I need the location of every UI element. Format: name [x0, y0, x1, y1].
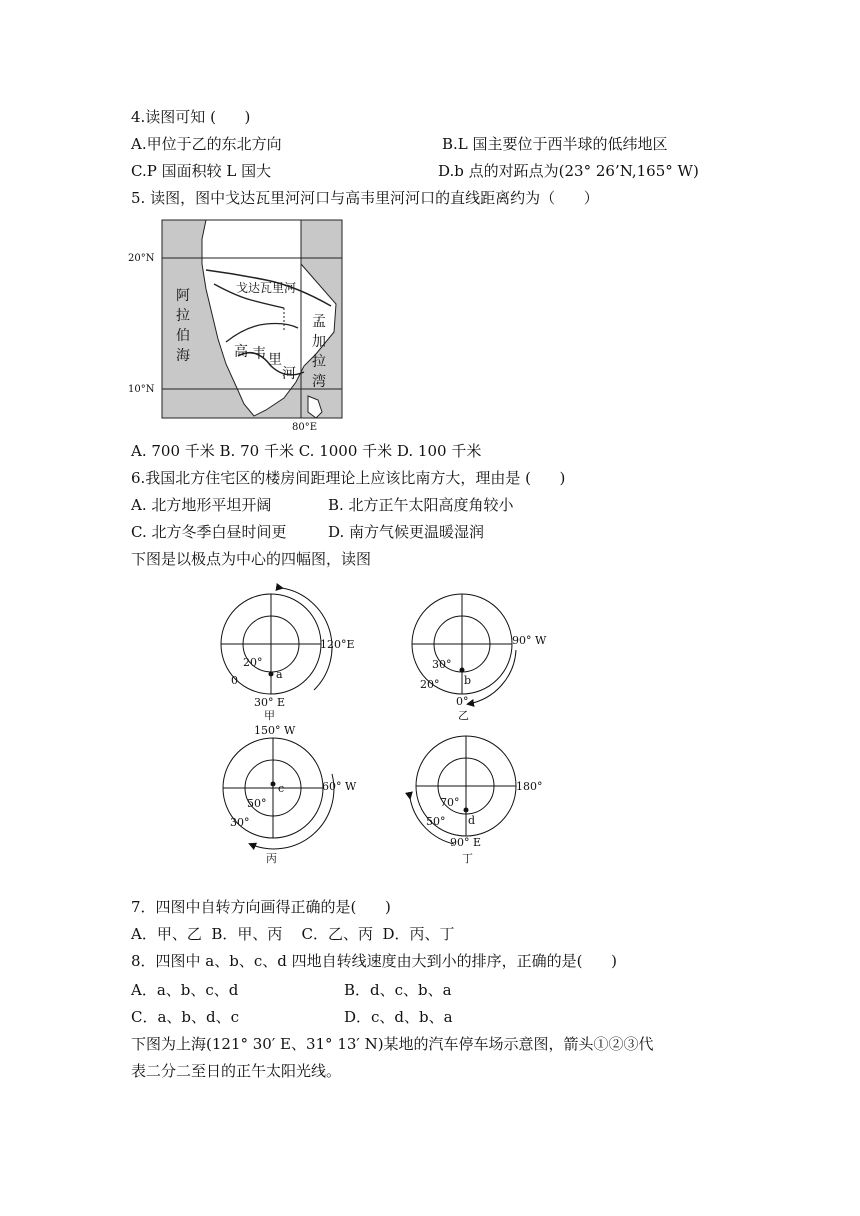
point-d-label: d	[468, 814, 476, 827]
q6-option-a: A. 北方地形平坦开阔	[131, 496, 272, 514]
jia-outer-lat: 0	[231, 674, 238, 687]
polar-bing	[223, 724, 357, 865]
lat-20n-label: 20°N	[128, 253, 155, 264]
jia-lon-right: 120°E	[320, 638, 355, 651]
ding-lon-bottom: 90° E	[450, 836, 482, 849]
bay-label-3: 拉	[312, 354, 326, 370]
bing-lon-right: 60° W	[322, 780, 357, 793]
ding-inner-lat: 70°	[440, 796, 460, 809]
jia-inner-lat: 20°	[243, 656, 263, 669]
yi-lon-bottom: 0°	[456, 695, 469, 708]
polar-intro: 下图是以极点为中心的四幅图，读图	[131, 550, 372, 568]
ding-name: 丁	[462, 852, 473, 865]
yi-outer-lat: 20°	[420, 678, 440, 691]
bay-label-2: 加	[312, 334, 326, 350]
river-kaveri-label-3: 里	[268, 352, 282, 368]
q6-option-c: C. 北方冬季白昼时间更	[131, 523, 287, 541]
river-kaveri-label-2: 韦	[252, 346, 266, 362]
yi-name: 乙	[458, 709, 469, 722]
q4-option-a: A.甲位于乙的东北方向	[131, 135, 282, 153]
sea-label-2: 拉	[176, 308, 190, 324]
q8-option-d: D．c、d、b、a	[344, 1008, 453, 1026]
q8-stem: 8．四图中 a、b、c、d 四地自转线速度由大到小的排序，正确的是( )	[131, 952, 617, 970]
q5-options: A. 700 千米 B. 70 千米 C. 1000 千米 D. 100 千米	[131, 442, 482, 460]
river-kaveri-label-1: 高	[234, 344, 248, 360]
polar-diagrams	[210, 578, 580, 868]
bing-outer-lat: 30°	[230, 816, 250, 829]
yi-lon-right: 90° W	[512, 634, 547, 647]
q6-option-b: B. 北方正午太阳高度角较小	[328, 496, 514, 514]
river-kaveri-label-4: 河	[282, 366, 296, 382]
sea-label-1: 阿	[176, 288, 190, 304]
bay-label-4: 湾	[312, 374, 326, 390]
point-a-label: a	[276, 668, 283, 681]
sea-label-4: 海	[176, 348, 190, 364]
polar-yi	[412, 594, 547, 722]
q6-stem: 6.我国北方住宅区的楼房间距理论上应该比南方大，理由是 ( )	[131, 469, 566, 487]
polar-ding	[410, 736, 543, 865]
bing-lon-top: 150° W	[254, 724, 296, 737]
yi-inner-lat: 30°	[432, 658, 452, 671]
q7-options: A．甲、乙 B．甲、丙 C．乙、丙 D．丙、丁	[131, 925, 455, 943]
lat-10n-label: 10°N	[128, 384, 155, 395]
bay-label-1: 孟	[312, 314, 326, 330]
q7-stem: 7．四图中自转方向画得正确的是( )	[131, 898, 391, 916]
q4-stem: 4.读图可知 ( )	[131, 108, 251, 126]
ding-outer-lat: 50°	[426, 815, 446, 828]
bing-name: 丙	[266, 852, 277, 865]
q8-option-b: B．d、c、b、a	[344, 981, 452, 999]
india-map	[126, 214, 351, 434]
jia-name: 甲	[264, 709, 275, 722]
q8-option-a: A．a、b、c、d	[131, 981, 239, 999]
parking-intro-line2: 表二分二至日的正午太阳光线。	[131, 1062, 342, 1080]
parking-intro-line1: 下图为上海(121° 30′ E、31° 13′ N)某地的汽车停车场示意图，箭头①②③代	[131, 1035, 654, 1053]
ding-lon-right: 180°	[516, 780, 543, 793]
bing-inner-lat: 50°	[247, 797, 267, 810]
q4-option-c: C.P 国面积较 L 国大	[131, 162, 272, 180]
sea-label-3: 伯	[176, 328, 190, 344]
jia-lon-bottom: 30° E	[254, 696, 286, 709]
point-b-label: b	[464, 674, 472, 687]
q4-option-b: B.L 国主要位于西半球的低纬地区	[442, 135, 668, 153]
polar-jia	[221, 588, 355, 722]
q8-option-c: C．a、b、d、c	[131, 1008, 240, 1026]
river-godavari-label: 戈达瓦里河	[236, 281, 297, 295]
q5-stem: 5. 读图，图中戈达瓦里河河口与高韦里河河口的直线距离约为（ ）	[131, 189, 599, 207]
lon-80e-label: 80°E	[292, 422, 318, 433]
q4-option-d: D.b 点的对跖点为(23° 26’N,165° W)	[438, 162, 699, 180]
point-c-label: c	[278, 782, 285, 795]
q6-option-d: D. 南方气候更温暖湿润	[328, 523, 485, 541]
